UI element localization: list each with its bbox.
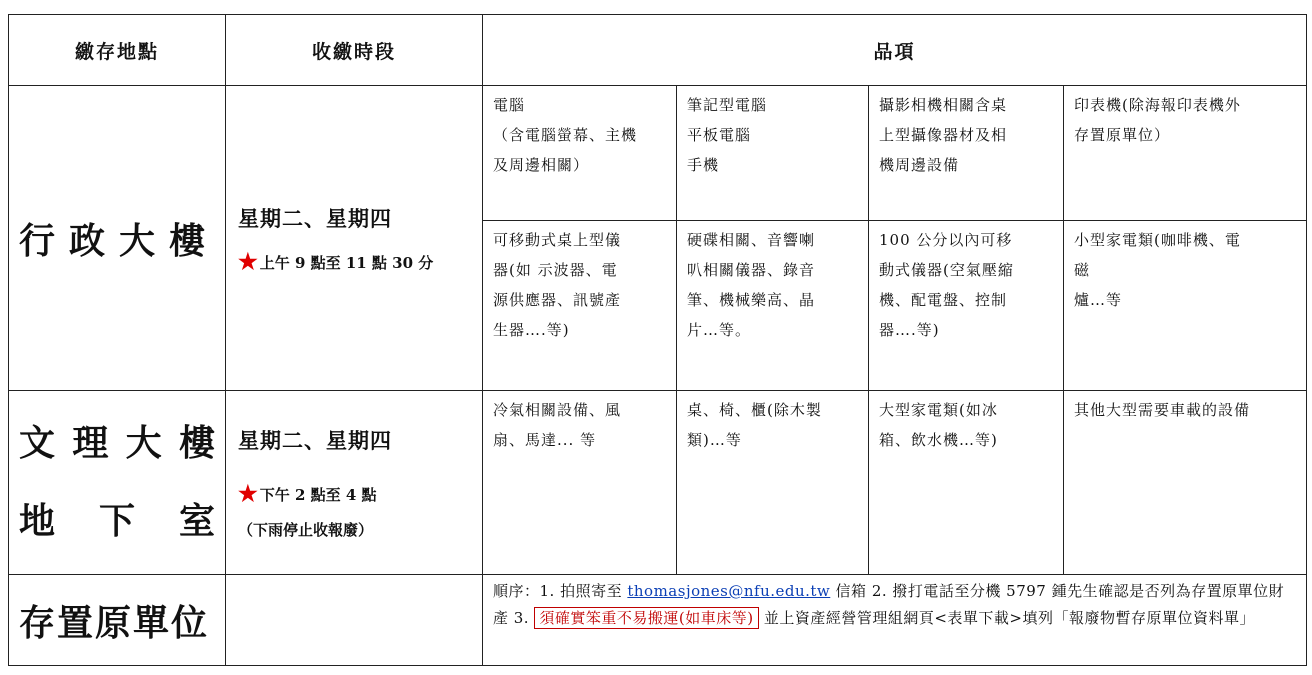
location-char: 地 — [19, 500, 56, 542]
science-time: 下午 2 點至 4 點 — [259, 485, 377, 504]
item-cell: 攝影相機相關含桌 上型攝像器材及相 機周邊設備 — [869, 86, 1064, 221]
procedure-text-1: 順序：1. 拍照寄至 — [493, 582, 628, 600]
item-cell: 100 公分以內可移 動式儀器(空氣壓縮 機、配電盤、控制 器….等) — [869, 221, 1064, 391]
location-char: 文 — [19, 422, 56, 464]
admin-day: 星期二、星期四 — [238, 206, 392, 231]
location-retain-unit: 存置原單位 — [9, 575, 226, 666]
location-char: 下 — [98, 500, 135, 542]
science-time-cell — [226, 391, 483, 575]
header-time: 收繳時段 — [226, 15, 483, 86]
item-cell: 筆記型電腦 平板電腦 手機 — [677, 86, 869, 221]
retain-procedure — [483, 575, 1307, 666]
item-cell: 冷氣相關設備、風 扇、馬達... 等 — [483, 391, 677, 575]
location-science-building — [9, 391, 226, 575]
rain-note: （下雨停止收報廢） — [238, 521, 374, 539]
item-cell: 可移動式桌上型儀 器(如 示波器、電 源供應器、訊號產 生器….等) — [483, 221, 677, 391]
header-items: 品項 — [483, 15, 1307, 86]
procedure-text-3: 並上資產經營管理組網頁<表單下載>填列「報廢物暫存原單位資料單」 — [758, 609, 1255, 627]
header-row — [9, 15, 1307, 86]
location-char: 室 — [178, 500, 215, 542]
schedule-table — [8, 14, 1307, 666]
item-cell: 電腦 （含電腦螢幕、主機 及周邊相關） — [483, 86, 677, 221]
item-cell: 其他大型需要車載的設備 — [1064, 391, 1307, 575]
location-char: 大 — [125, 422, 162, 464]
location-char: 樓 — [178, 422, 215, 464]
recycling-schedule-document — [8, 14, 1306, 669]
science-location-line2 — [19, 492, 215, 552]
item-cell: 小型家電類(咖啡機、電 磁 爐…等 — [1064, 221, 1307, 391]
header-location: 繳存地點 — [9, 15, 226, 86]
star-icon: ★ — [238, 481, 258, 507]
admin-row-1 — [9, 86, 1307, 221]
science-day: 星期二、星期四 — [238, 428, 392, 453]
location-admin-building: 行政大樓 — [9, 86, 226, 391]
science-row — [9, 391, 1307, 575]
item-cell: 桌、椅、櫃(除木製 類)…等 — [677, 391, 869, 575]
item-cell: 印表機(除海報印表機外 存置原單位） — [1064, 86, 1307, 221]
location-char: 理 — [72, 422, 109, 464]
item-cell: 硬碟相關、音響喇 叭相關儀器、錄音 筆、機械樂高、晶 片…等。 — [677, 221, 869, 391]
item-cell: 大型家電類(如冰 箱、飲水機…等) — [869, 391, 1064, 575]
admin-slot — [238, 251, 482, 273]
science-location-line1 — [19, 414, 215, 474]
procedure-text-2: 信箱 2. 撥打電話至分機 5797 鍾先生確認是否列為存置原單位財產 3. — [493, 582, 1285, 627]
retain-time-cell — [226, 575, 483, 666]
star-icon: ★ — [238, 249, 258, 275]
science-slot — [238, 483, 482, 505]
admin-time: 上午 9 點至 11 點 30 分 — [259, 253, 434, 272]
warning-box: 須確實笨重不易搬運(如車床等) — [534, 607, 758, 629]
email-link[interactable]: thomasjones@nfu.edu.tw — [627, 582, 831, 600]
admin-time-cell — [226, 86, 483, 391]
retain-row — [9, 575, 1307, 666]
